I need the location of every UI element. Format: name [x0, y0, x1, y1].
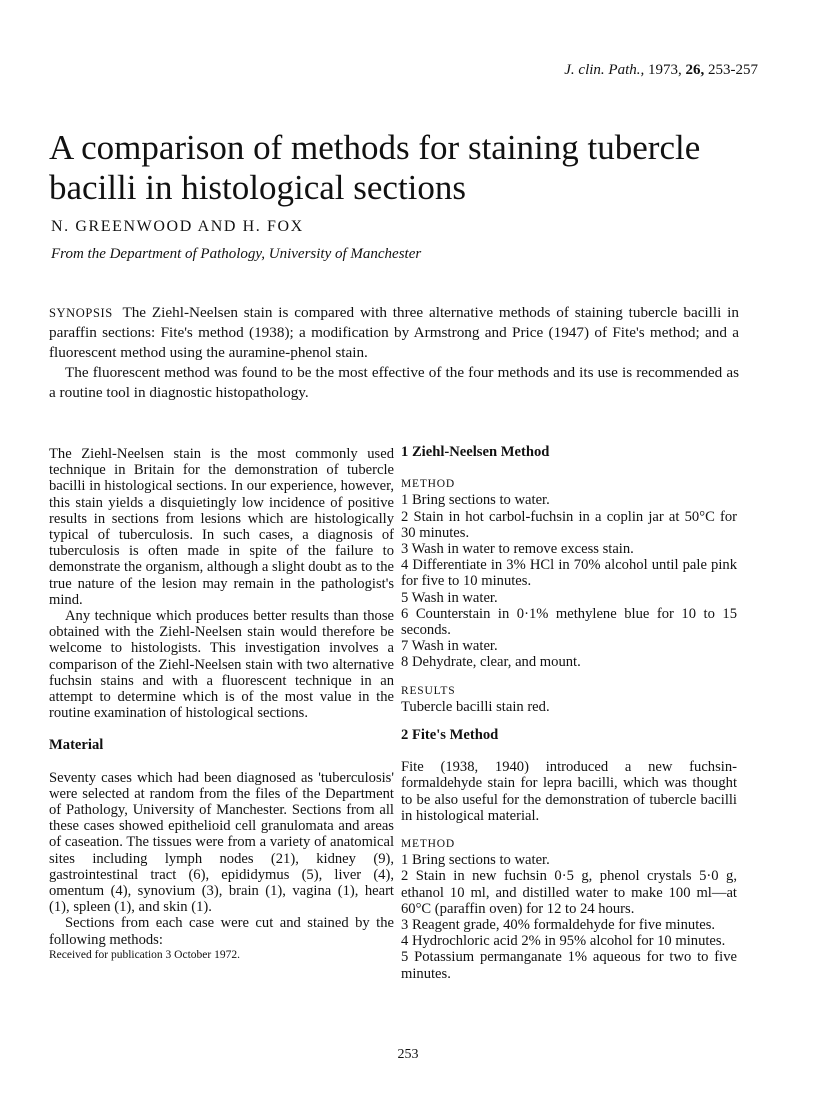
fite-method-heading: 2 Fite's Method: [401, 727, 499, 744]
zn-step: 6 Counterstain in 0·1% methylene blue for 10 to 15 seconds.: [401, 605, 737, 639]
synopsis-paragraph-2: The fluorescent method was found to be the most effective of the four methods and its use is recommended as a routine tool in diagnostic histopathology.: [49, 364, 739, 401]
right-column: [401, 444, 737, 982]
zn-step: 8 Dehydrate, clear, and mount.: [401, 654, 581, 671]
article-authors: N. GREENWOOD AND H. FOX: [51, 218, 304, 235]
intro-paragraph-1: The Ziehl-Neelsen stain is the most commonly used technique in Britain for the demonstration of tubercle bacilli in histological sections. In our experience, however, this stain yields a disquietingly low incidence of positive results in sections from lesions which are histologically typical of tuberculosis. In such cases, a diagnosis of tuberculosis is often made in spite of the failure to demonstrate the organism, although a slight doubt as to the true nature of the lesion may remain in the pathologist's mind.: [49, 446, 394, 608]
journal-name: J. clin. Path.: [564, 62, 641, 78]
left-column: [49, 446, 394, 962]
article-title: A comparison of methods for staining tubercle bacilli in histological sections: [49, 128, 701, 207]
journal-citation: J. clin. Path., 1973, 26, 253-257: [564, 62, 758, 78]
material-paragraph-2: Sections from each case were cut and stained by the following methods:: [49, 915, 394, 948]
fite-step: 1 Bring sections to water.: [401, 852, 550, 869]
fite-step: 4 Hydrochloric acid 2% in 95% alcohol for 10 minutes.: [401, 933, 726, 950]
synopsis-text-1: The Ziehl-Neelsen stain is compared with three alternative methods of staining tubercle bacilli in paraffin sections: Fite's method (1938); a modification by Armstrong and Price (1947) of Fite's method; and a fluorescent method using the auramine-phenol stain.: [49, 304, 739, 361]
journal-pages: 253-257: [708, 62, 758, 78]
synopsis-paragraph-1: [49, 303, 739, 363]
fite-step: 2 Stain in new fuchsin 0·5 g, phenol crystals 5·0 g, ethanol 10 ml, and distilled water to make 100 ml—at 60°C (paraffin oven) for 12 to 24 hours.: [401, 868, 737, 917]
results-text: Tubercle bacilli stain red.: [401, 698, 550, 715]
material-paragraph-1: Seventy cases which had been diagnosed as 'tuberculosis' were selected at random from the files of the Department of Pathology, University of Manchester. Sections from all these cases showed epithelioid cell granulomata and areas of caseation. The tissues were from a variety of anatomical sites including lymph nodes (21), kidney (9), gastrointestinal tract (6), epididymus (5), liver (4), omentum (4), synovium (3), brain (1), vagina (1), heart (1), spleen (1), and skin (1).: [49, 769, 394, 916]
zn-step: 1 Bring sections to water.: [401, 492, 550, 509]
article-affiliation: From the Department of Pathology, University of Manchester: [51, 246, 422, 262]
zn-method-heading: 1 Ziehl-Neelsen Method: [401, 444, 550, 460]
received-date: Received for publication 3 October 1972.: [49, 948, 240, 961]
journal-volume: 26,: [685, 62, 705, 78]
fite-method-label: METHOD: [401, 838, 455, 851]
synopsis: [49, 303, 739, 403]
material-heading: Material: [49, 737, 104, 754]
zn-step: 2 Stain in hot carbol-fuchsin in a coplin jar at 50°C for 30 minutes.: [401, 508, 737, 541]
journal-year: 1973,: [648, 62, 682, 78]
synopsis-label: SYNOPSIS: [49, 306, 113, 320]
zn-step: 4 Differentiate in 3% HCl in 70% alcohol until pale pink for five to 10 minutes.: [401, 557, 737, 590]
intro-paragraph-2: Any technique which produces better results than those obtained with the Ziehl-Neelsen stain would therefore be welcome to histologists. This investigation involves a comparison of the Ziehl-Neelsen stain with two alternative fuchsin stains and with a fluorescent technique in an attempt to determine which is of the most value in the routine examination of histological sections.: [49, 608, 394, 722]
results-label: RESULTS: [401, 684, 456, 697]
page-number: 253: [397, 1047, 419, 1062]
zn-step: 5 Wash in water.: [401, 589, 498, 606]
fite-intro: Fite (1938, 1940) introduced a new fuchsin-formaldehyde stain for lepra bacilli, which was thought to be also useful for the demonstration of tubercle bacilli in histological material.: [401, 759, 737, 824]
fite-step: 3 Reagent grade, 40% formaldehyde for five minutes.: [401, 917, 716, 934]
zn-step: 7 Wash in water.: [401, 638, 498, 655]
zn-method-label: METHOD: [401, 478, 455, 491]
zn-step: 3 Wash in water to remove excess stain.: [401, 541, 634, 558]
fite-step: 5 Potassium permanganate 1% aqueous for two to five minutes.: [401, 949, 737, 982]
